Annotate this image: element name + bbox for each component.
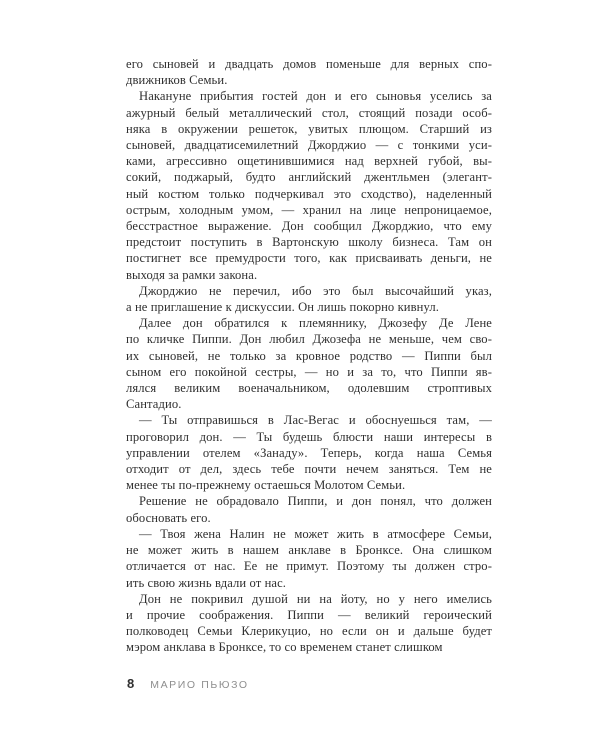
text-line: проговорил дон. — Ты будешь блюсти наши интересы в (126, 429, 492, 444)
text-line: Дон не покривил душой ни на йоту, но у него имелись (139, 591, 492, 606)
text-line: мэром анклава в Бронксе, то со временем станет слишком (126, 640, 443, 655)
page-number: 8 (127, 676, 135, 691)
paragraph (126, 315, 492, 412)
page-text (126, 56, 492, 656)
paragraph (126, 283, 492, 315)
text-line: не может жить в нашем анклаве в Бронксе. Она слишком (126, 543, 492, 558)
text-line: Решение не обрадовало Пиппи, и дон понял, что должен (139, 494, 492, 509)
text-line: — Ты отправишься в Лас-Вегас и обоснуешься там, — (139, 413, 492, 428)
text-line: по кличке Пиппи. Дон любил Джозефа не меньше, чем сво- (126, 332, 492, 347)
paragraph (126, 591, 492, 656)
text-line: его сыновей и двадцать домов поменьше для верных спо- (126, 57, 492, 71)
text-line: ный костюм только подчеркивал это сходство), наделенный (126, 186, 492, 201)
paragraph (126, 526, 492, 591)
text-line: сокий, поджарый, будто английский джентльмен (элегант- (126, 170, 492, 185)
text-line: няка в окружении решеток, увитых плющом. Старший из (126, 121, 492, 136)
text-line: отходит от дел, здесь тебе почти нечем заняться. Тем не (126, 462, 492, 477)
text-line: ками, агрессивно ощетинившимися над верхней губой, вы- (126, 154, 492, 169)
paragraph (126, 493, 492, 525)
text-line: и прочие соображения. Пиппи — великий героический (126, 607, 492, 622)
text-line: а не приглашение к дискуссии. Он лишь покорно кивнул. (126, 300, 440, 315)
paragraph (126, 88, 492, 282)
text-line: бесстрастное выражение. Дон сообщил Джорджио, что ему (126, 219, 492, 234)
running-title: МАРИО ПЬЮЗО (150, 679, 249, 691)
text-line: движников Семьи. (126, 73, 228, 88)
text-line: полководец Семьи Клерикуцио, но если он и дальше будет (126, 624, 492, 639)
text-line: выходя за рамки закона. (126, 267, 258, 282)
text-line: острым, холодным умом, — хранил на лице непроницаемое, (126, 202, 492, 217)
text-line: менее ты по-прежнему остаешься Молотом Семьи. (126, 478, 406, 493)
paragraph (126, 56, 492, 88)
text-line: отличается от нас. Ее не примут. Поэтому ты должен стро- (126, 559, 492, 574)
text-line: Далее дон обратился к племяннику, Джозефу Де Лене (139, 316, 492, 331)
text-line: обосновать его. (126, 510, 211, 525)
text-line: постигнет все премудрости того, как присваивать деньги, не (126, 251, 492, 266)
text-line: — Твоя жена Налин не может жить в атмосфере Семьи, (139, 526, 492, 541)
text-line: предстоит поступить в Вартонскую школу бизнеса. Там он (126, 235, 492, 250)
text-line: ить свою жизнь вдали от нас. (126, 575, 287, 590)
text-line: ажурный белый металлический стол, стоящий позади особ- (126, 105, 492, 120)
text-line: сыновей, двадцатисемилетний Джорджио — с тонкими уси- (126, 138, 492, 153)
text-line: их сыновей, не только за кровное родство — Пиппи был (126, 348, 492, 363)
text-line: сыном его покойной сестры, — но и за то, что Пиппи яв- (126, 364, 492, 379)
text-line: Джорджио не перечил, ибо это был высочайший указ, (139, 283, 492, 298)
text-line: Сантадио. (126, 397, 182, 412)
text-line: Накануне прибытия гостей дон и его сыновья уселись за (139, 89, 492, 104)
paragraph (126, 412, 492, 493)
text-line: управлении отелем «Занаду». Теперь, когда наша Семья (126, 445, 492, 460)
text-line: лялся великим военачальником, одолевшим строптивых (126, 381, 492, 396)
page-footer (127, 676, 493, 691)
